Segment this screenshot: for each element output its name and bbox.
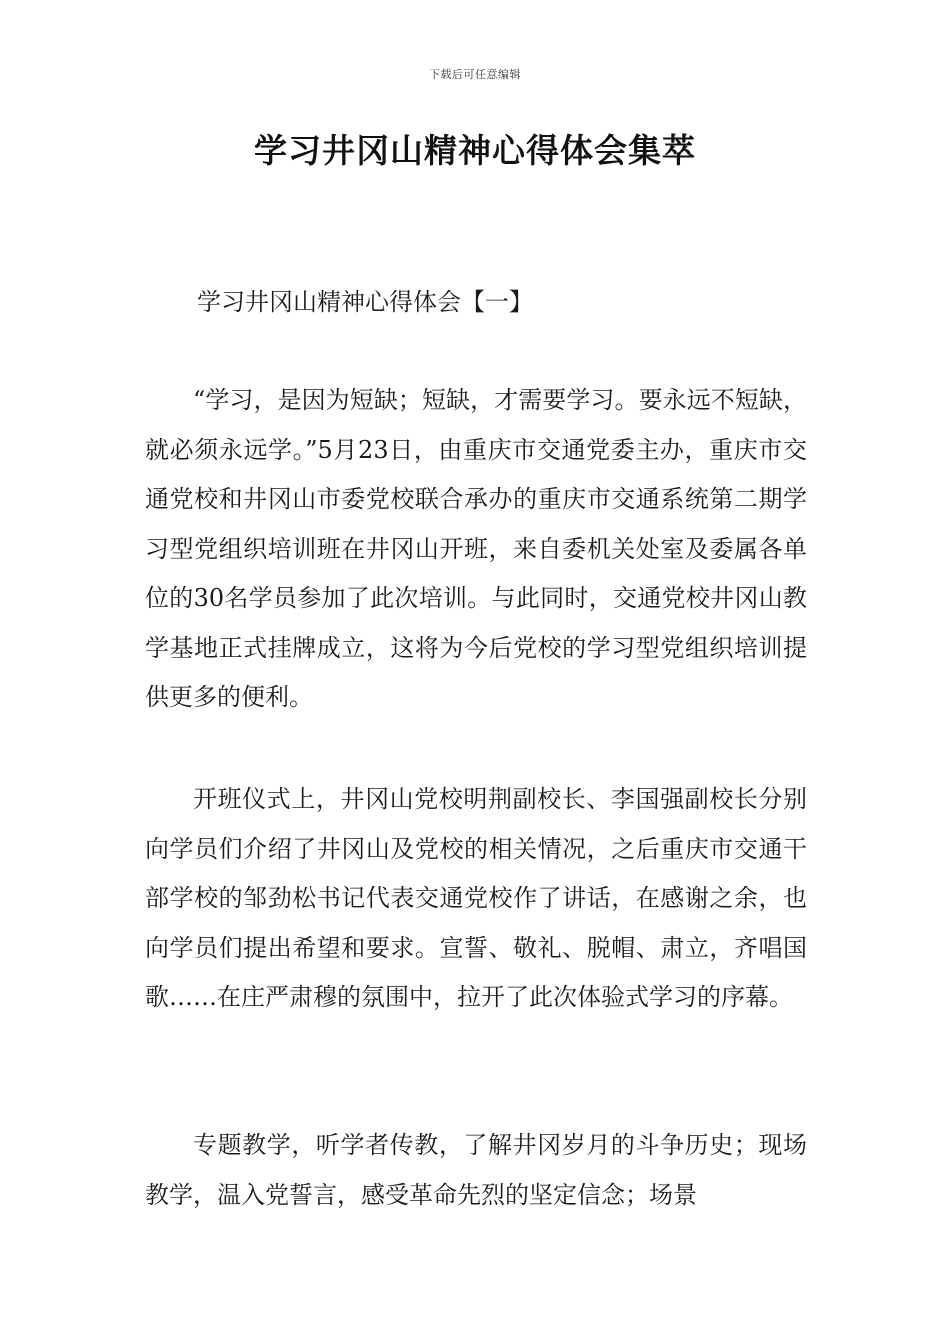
body-paragraph-1: “学习，是因为短缺；短缺，才需要学习。要永远不短缺，就必须永远学。”5月23日，由重庆市交通党委主办，重庆市交通党校和井冈山市委党校联合承办的重庆市交通系统第二期学习型党组织培训班在井冈山开班，来自委机关处室及委属各单位的30名学员参加了此次培训。与此同时，交通党校井冈山教学基地正式挂牌成立，这将为今后党校的学习型党组织培训提供更多的便利。 [145, 386, 807, 711]
body-paragraph-3: 专题教学，听学者传教，了解井冈岁月的斗争历史；现场教学，温入党誓言，感受革命先烈的坚定信念；场景 [145, 1131, 807, 1209]
document-title: 学习井冈山精神心得体会集萃 [254, 131, 696, 170]
body-paragraph-2: 开班仪式上，井冈山党校明荆副校长、李国强副校长分别向学员们介绍了井冈山及党校的相关情况，之后重庆市交通干部学校的邹劲松书记代表交通党校作了讲话，在感谢之余，也向学员们提出希望和要求。宣誓、敬礼、脱帽、肃立，齐唱国歌……在庄严肃穆的氛围中，拉开了此次体验式学习的序幕。 [145, 785, 807, 1011]
section-heading: 学习井冈山精神心得体会【一】 [197, 288, 533, 316]
header-note: 下载后可任意编辑 [429, 68, 521, 81]
